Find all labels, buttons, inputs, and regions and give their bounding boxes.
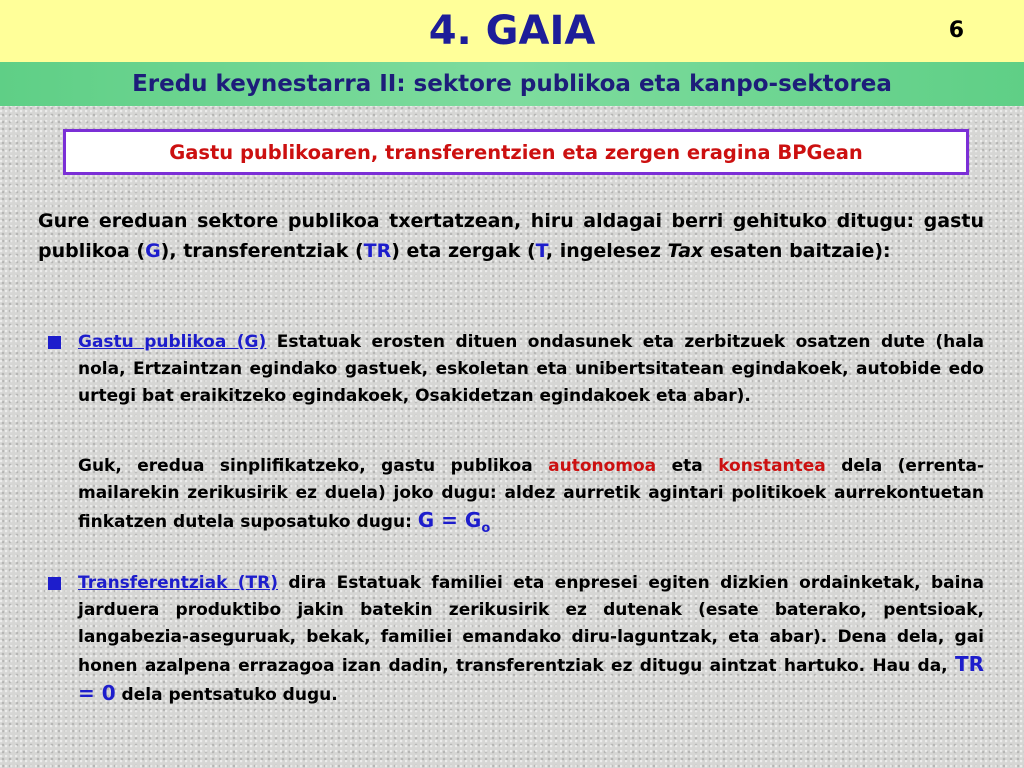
term-gastu-publikoa: Gastu publikoa (G) <box>78 332 267 352</box>
word-konstantea: konstantea <box>718 456 826 476</box>
page-title: 4. GAIA <box>428 8 596 54</box>
slide-number: 6 <box>948 18 964 43</box>
intro-t: T <box>535 240 546 262</box>
formula-tr: TR = 0 <box>78 652 984 705</box>
section-heading: Gastu publikoaren, transferentzien eta zergen eragina BPGean <box>169 141 863 164</box>
formula-g <box>417 508 491 536</box>
list-item-gastu-publikoa <box>78 329 984 410</box>
formula-g-sub: o <box>481 521 491 536</box>
item2-text: dira Estatuak familiei eta enpresei egiten dizkien ordainketak, baina jarduera produktibo jakin batekin zerikusirik ez dutenak (esate baterako, pentsioak, langabezia-aseguruak, bekak, familiei emandako diru-laguntzak, eta abar). Dena dela, gai honen azalpena errazagoa izan dadin, transferentziak ez ditugu aintzat hartuko. Hau da, <box>78 573 984 676</box>
item1-text: Estatuak erosten dituen ondasunek eta zerbitzuek osatzen dute (hala nola, Ertzaintzan egindako gastuek, eskoletan eta unibertsitatean egindakoek, autobide edo urtegi bat eraikitzeko egindakoek, Osakidetzan egindakoek eta abar). <box>78 332 984 406</box>
intro-text-2: ), transferentziak ( <box>160 240 364 262</box>
intro-text-3: ) eta zergak ( <box>391 240 536 262</box>
section-box <box>63 129 969 175</box>
intro-tax: Tax <box>667 240 704 262</box>
word-autonomoa: autonomoa <box>548 456 657 476</box>
item1-p2-b: eta <box>656 456 719 476</box>
list-item-transferentziak <box>78 570 984 709</box>
bullet-square-icon <box>48 577 61 590</box>
subtitle-bar <box>0 62 1024 106</box>
bullet-square-icon <box>48 336 61 349</box>
list-item-gastu-publikoa-detail <box>78 453 984 542</box>
item1-p2-c: dela (errenta-mailarekin zerikusirik ez duela) joko dugu: aldez aurretik agintari politikoek aurrekontuetan finkatzen dutela suposatuko dugu: <box>78 456 985 532</box>
item2-text-2: dela pentsatuko dugu. <box>115 685 338 705</box>
subtitle: Eredu keynestarra II: sektore publikoa eta kanpo-sektorea <box>132 71 892 97</box>
intro-text-1: Gure ereduan sektore publikoa txertatzean, hiru aldagai berri gehituko ditugu: gastu publikoa ( <box>38 210 984 262</box>
item1-p2-a: Guk, eredua sinplifikatzeko, gastu publikoa <box>78 456 549 476</box>
intro-tr: TR <box>363 240 392 262</box>
term-transferentziak: Transferentziak (TR) <box>78 573 279 593</box>
intro-paragraph <box>38 206 984 266</box>
intro-text-5: esaten baitzaie): <box>703 240 891 262</box>
formula-g-main: G = G <box>417 508 482 532</box>
intro-text-4: , ingelesez <box>545 240 668 262</box>
title-bar <box>0 0 1024 62</box>
intro-g: G <box>145 240 161 262</box>
